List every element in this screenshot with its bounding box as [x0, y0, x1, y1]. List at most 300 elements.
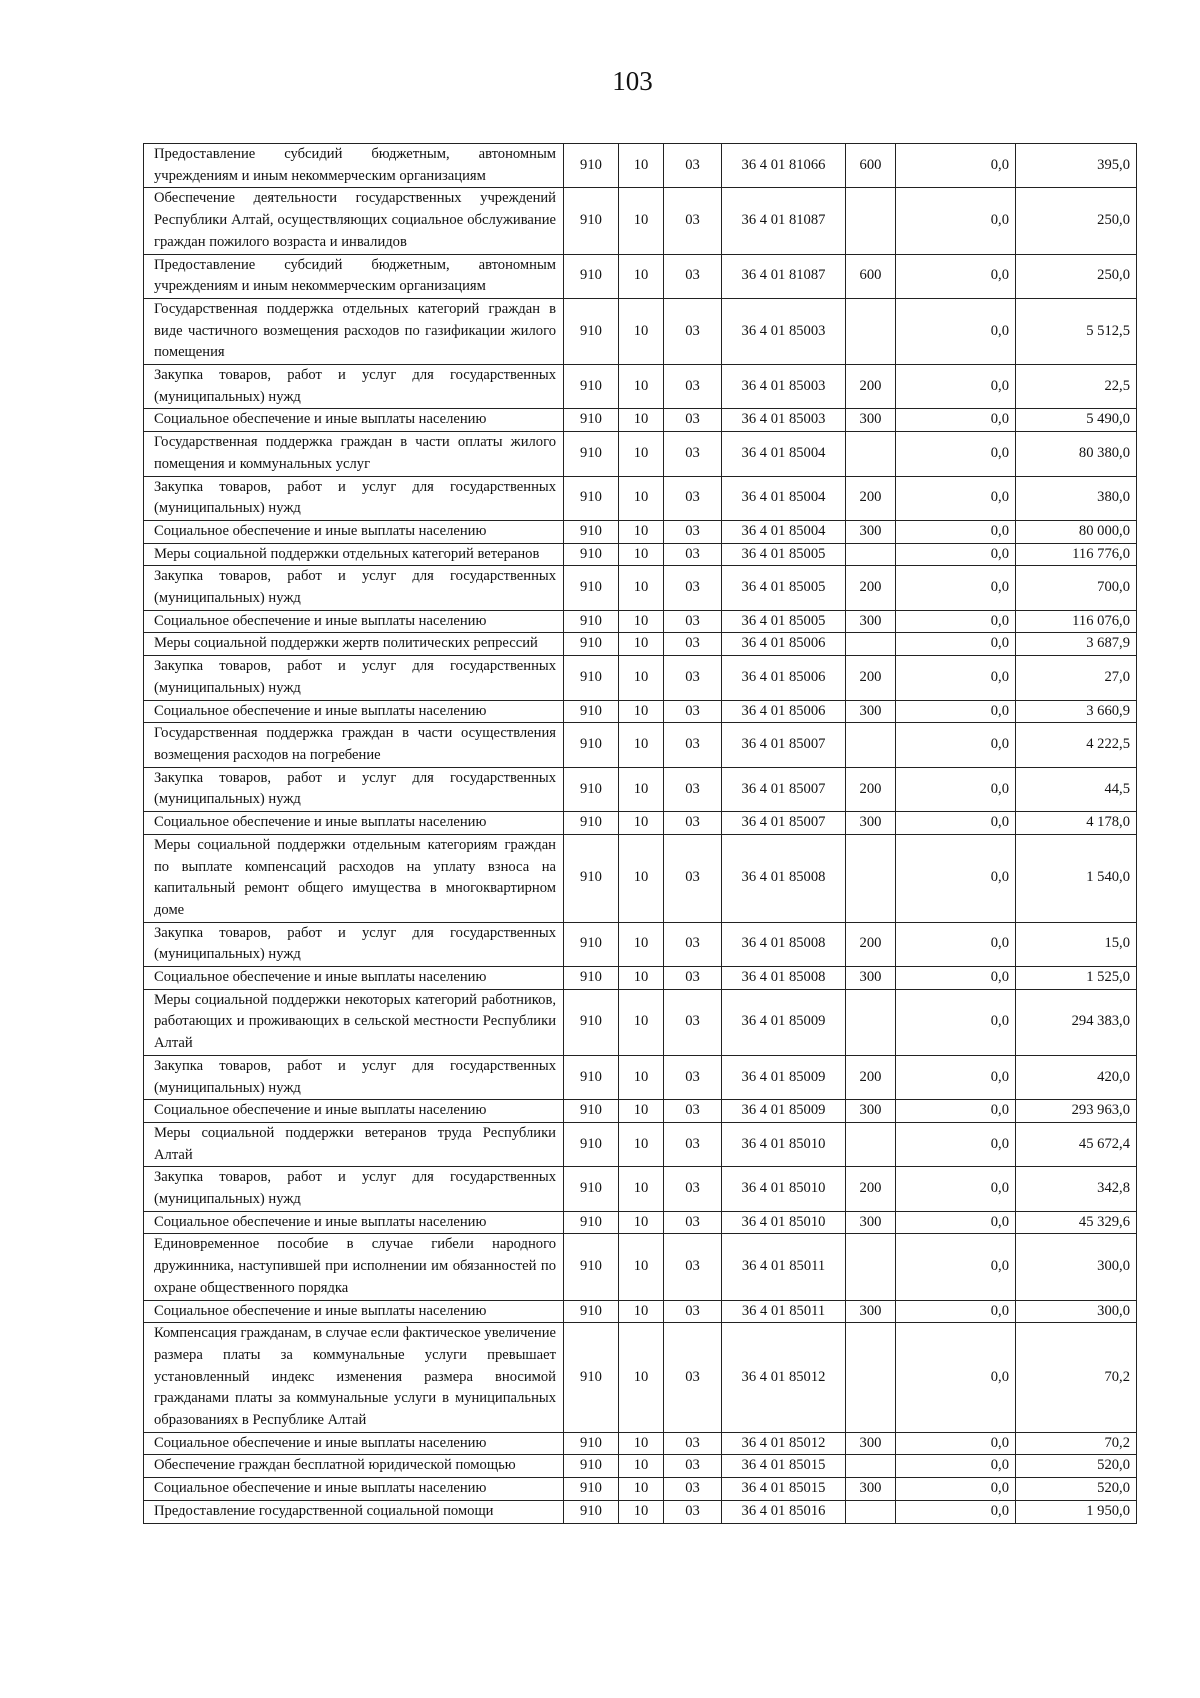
cell-expense-type: [846, 633, 896, 656]
cell-description: Социальное обеспечение и иные выплаты населению: [144, 520, 564, 543]
cell-description: Меры социальной поддержки отдельных категорий ветеранов: [144, 543, 564, 566]
cell-section: 10: [619, 254, 664, 298]
table-row: [144, 633, 1137, 656]
cell-amount-1: 0,0: [896, 1211, 1016, 1234]
cell-target-article: 36 4 01 85007: [722, 723, 846, 767]
cell-target-article: 36 4 01 85007: [722, 812, 846, 835]
cell-ministry-code: 910: [564, 1122, 619, 1166]
cell-subsection: 03: [664, 409, 722, 432]
cell-target-article: 36 4 01 85005: [722, 610, 846, 633]
table-row: [144, 254, 1137, 298]
cell-amount-2: 250,0: [1016, 188, 1137, 254]
cell-target-article: 36 4 01 85015: [722, 1455, 846, 1478]
cell-description: Закупка товаров, работ и услуг для государственных (муниципальных) нужд: [144, 1055, 564, 1099]
cell-description: Предоставление субсидий бюджетным, автономным учреждениям и иным некоммерческим организациям: [144, 144, 564, 188]
cell-section: 10: [619, 566, 664, 610]
cell-section: 10: [619, 1478, 664, 1501]
cell-expense-type: [846, 989, 896, 1055]
cell-subsection: 03: [664, 432, 722, 476]
cell-expense-type: [846, 1122, 896, 1166]
cell-expense-type: 600: [846, 254, 896, 298]
cell-amount-1: 0,0: [896, 656, 1016, 700]
cell-ministry-code: 910: [564, 1300, 619, 1323]
cell-amount-2: 1 950,0: [1016, 1500, 1137, 1523]
cell-target-article: 36 4 01 85010: [722, 1211, 846, 1234]
cell-ministry-code: 910: [564, 700, 619, 723]
cell-description: Меры социальной поддержки отдельным категориям граждан по выплате компенсаций расходов на уплату взноса на капитальный ремонт общего имущества в многоквартирном доме: [144, 834, 564, 922]
cell-expense-type: 200: [846, 1167, 896, 1211]
cell-ministry-code: 910: [564, 1323, 619, 1433]
table-body: [144, 144, 1137, 1524]
cell-description: Закупка товаров, работ и услуг для государственных (муниципальных) нужд: [144, 1167, 564, 1211]
cell-expense-type: 300: [846, 409, 896, 432]
cell-section: 10: [619, 188, 664, 254]
cell-description: Государственная поддержка отдельных категорий граждан в виде частичного возмещения расходов по газификации жилого помещения: [144, 298, 564, 364]
cell-description: Обеспечение деятельности государственных учреждений Республики Алтай, осуществляющих социальное обслуживание граждан пожилого возраста и инвалидов: [144, 188, 564, 254]
cell-target-article: 36 4 01 85008: [722, 834, 846, 922]
cell-subsection: 03: [664, 767, 722, 811]
cell-amount-1: 0,0: [896, 1300, 1016, 1323]
cell-amount-2: 27,0: [1016, 656, 1137, 700]
cell-amount-1: 0,0: [896, 476, 1016, 520]
cell-target-article: 36 4 01 85006: [722, 656, 846, 700]
cell-amount-2: 45 329,6: [1016, 1211, 1137, 1234]
cell-amount-2: 250,0: [1016, 254, 1137, 298]
table-row: [144, 656, 1137, 700]
cell-amount-1: 0,0: [896, 432, 1016, 476]
cell-target-article: 36 4 01 85008: [722, 922, 846, 966]
cell-amount-1: 0,0: [896, 1500, 1016, 1523]
cell-expense-type: 300: [846, 520, 896, 543]
cell-description: Социальное обеспечение и иные выплаты населению: [144, 967, 564, 990]
cell-description: Меры социальной поддержки жертв политических репрессий: [144, 633, 564, 656]
cell-ministry-code: 910: [564, 633, 619, 656]
cell-subsection: 03: [664, 298, 722, 364]
cell-section: 10: [619, 922, 664, 966]
cell-ministry-code: 910: [564, 566, 619, 610]
cell-description: Социальное обеспечение и иные выплаты населению: [144, 409, 564, 432]
cell-expense-type: [846, 723, 896, 767]
cell-section: 10: [619, 989, 664, 1055]
table-row: [144, 989, 1137, 1055]
cell-amount-1: 0,0: [896, 834, 1016, 922]
cell-amount-2: 5 490,0: [1016, 409, 1137, 432]
cell-target-article: 36 4 01 85004: [722, 476, 846, 520]
cell-amount-2: 116 776,0: [1016, 543, 1137, 566]
cell-amount-1: 0,0: [896, 409, 1016, 432]
cell-amount-2: 700,0: [1016, 566, 1137, 610]
cell-ministry-code: 910: [564, 834, 619, 922]
cell-target-article: 36 4 01 85012: [722, 1432, 846, 1455]
table-row: [144, 476, 1137, 520]
cell-expense-type: 200: [846, 365, 896, 409]
budget-table: [143, 143, 1137, 1524]
cell-amount-1: 0,0: [896, 1122, 1016, 1166]
cell-ministry-code: 910: [564, 409, 619, 432]
table-row: [144, 1323, 1137, 1433]
cell-amount-2: 3 687,9: [1016, 633, 1137, 656]
cell-section: 10: [619, 432, 664, 476]
cell-amount-1: 0,0: [896, 1100, 1016, 1123]
cell-description: Меры социальной поддержки ветеранов труда Республики Алтай: [144, 1122, 564, 1166]
cell-target-article: 36 4 01 81087: [722, 254, 846, 298]
table-row: [144, 1211, 1137, 1234]
cell-description: Социальное обеспечение и иные выплаты населению: [144, 1300, 564, 1323]
cell-ministry-code: 910: [564, 1211, 619, 1234]
cell-subsection: 03: [664, 476, 722, 520]
cell-section: 10: [619, 1055, 664, 1099]
cell-ministry-code: 910: [564, 476, 619, 520]
cell-description: Социальное обеспечение и иные выплаты населению: [144, 700, 564, 723]
cell-target-article: 36 4 01 85011: [722, 1300, 846, 1323]
cell-expense-type: 600: [846, 144, 896, 188]
cell-amount-2: 4 178,0: [1016, 812, 1137, 835]
cell-amount-2: 3 660,9: [1016, 700, 1137, 723]
table-row: [144, 543, 1137, 566]
cell-description: Социальное обеспечение и иные выплаты населению: [144, 1478, 564, 1501]
cell-subsection: 03: [664, 633, 722, 656]
cell-amount-2: 520,0: [1016, 1478, 1137, 1501]
cell-target-article: 36 4 01 85010: [722, 1122, 846, 1166]
table-row: [144, 767, 1137, 811]
cell-target-article: 36 4 01 85009: [722, 1055, 846, 1099]
cell-section: 10: [619, 700, 664, 723]
cell-amount-1: 0,0: [896, 144, 1016, 188]
cell-ministry-code: 910: [564, 922, 619, 966]
cell-amount-2: 395,0: [1016, 144, 1137, 188]
cell-section: 10: [619, 1323, 664, 1433]
cell-amount-2: 1 540,0: [1016, 834, 1137, 922]
cell-description: Закупка товаров, работ и услуг для государственных (муниципальных) нужд: [144, 566, 564, 610]
cell-expense-type: 200: [846, 656, 896, 700]
cell-amount-1: 0,0: [896, 1323, 1016, 1433]
cell-description: Социальное обеспечение и иные выплаты населению: [144, 1432, 564, 1455]
cell-subsection: 03: [664, 144, 722, 188]
cell-amount-1: 0,0: [896, 1455, 1016, 1478]
table-row: [144, 700, 1137, 723]
cell-section: 10: [619, 1234, 664, 1300]
cell-expense-type: [846, 1500, 896, 1523]
cell-target-article: 36 4 01 85006: [722, 633, 846, 656]
cell-description: Предоставление государственной социальной помощи: [144, 1500, 564, 1523]
cell-amount-1: 0,0: [896, 922, 1016, 966]
cell-section: 10: [619, 476, 664, 520]
table-row: [144, 520, 1137, 543]
cell-amount-1: 0,0: [896, 1055, 1016, 1099]
cell-amount-2: 300,0: [1016, 1234, 1137, 1300]
cell-expense-type: 300: [846, 1432, 896, 1455]
cell-section: 10: [619, 834, 664, 922]
cell-subsection: 03: [664, 188, 722, 254]
cell-amount-1: 0,0: [896, 812, 1016, 835]
cell-ministry-code: 910: [564, 188, 619, 254]
cell-ministry-code: 910: [564, 1100, 619, 1123]
cell-expense-type: [846, 1323, 896, 1433]
cell-description: Социальное обеспечение и иные выплаты населению: [144, 1211, 564, 1234]
cell-subsection: 03: [664, 1432, 722, 1455]
cell-section: 10: [619, 409, 664, 432]
table-row: [144, 967, 1137, 990]
cell-subsection: 03: [664, 1100, 722, 1123]
cell-subsection: 03: [664, 1234, 722, 1300]
cell-ministry-code: 910: [564, 1432, 619, 1455]
table-row: [144, 610, 1137, 633]
cell-section: 10: [619, 656, 664, 700]
cell-ministry-code: 910: [564, 520, 619, 543]
cell-amount-2: 80 000,0: [1016, 520, 1137, 543]
cell-target-article: 36 4 01 85010: [722, 1167, 846, 1211]
cell-expense-type: 200: [846, 1055, 896, 1099]
cell-amount-2: 5 512,5: [1016, 298, 1137, 364]
cell-section: 10: [619, 144, 664, 188]
cell-subsection: 03: [664, 1323, 722, 1433]
cell-target-article: 36 4 01 85003: [722, 298, 846, 364]
cell-target-article: 36 4 01 85015: [722, 1478, 846, 1501]
cell-amount-1: 0,0: [896, 1478, 1016, 1501]
table-row: [144, 1455, 1137, 1478]
cell-amount-1: 0,0: [896, 520, 1016, 543]
cell-amount-1: 0,0: [896, 989, 1016, 1055]
cell-amount-1: 0,0: [896, 633, 1016, 656]
cell-target-article: 36 4 01 85006: [722, 700, 846, 723]
cell-expense-type: 300: [846, 967, 896, 990]
cell-expense-type: 300: [846, 1211, 896, 1234]
cell-expense-type: [846, 432, 896, 476]
cell-ministry-code: 910: [564, 1055, 619, 1099]
cell-section: 10: [619, 1500, 664, 1523]
cell-ministry-code: 910: [564, 1478, 619, 1501]
cell-target-article: 36 4 01 85008: [722, 967, 846, 990]
cell-amount-1: 0,0: [896, 254, 1016, 298]
cell-target-article: 36 4 01 85009: [722, 989, 846, 1055]
cell-subsection: 03: [664, 1455, 722, 1478]
table-row: [144, 1478, 1137, 1501]
cell-expense-type: [846, 1234, 896, 1300]
cell-amount-2: 520,0: [1016, 1455, 1137, 1478]
cell-amount-1: 0,0: [896, 767, 1016, 811]
table-row: [144, 922, 1137, 966]
cell-section: 10: [619, 1100, 664, 1123]
cell-ministry-code: 910: [564, 365, 619, 409]
cell-amount-1: 0,0: [896, 1432, 1016, 1455]
cell-subsection: 03: [664, 543, 722, 566]
cell-amount-2: 80 380,0: [1016, 432, 1137, 476]
cell-ministry-code: 910: [564, 656, 619, 700]
cell-amount-2: 342,8: [1016, 1167, 1137, 1211]
cell-target-article: 36 4 01 85004: [722, 432, 846, 476]
table-row: [144, 432, 1137, 476]
cell-amount-2: 4 222,5: [1016, 723, 1137, 767]
cell-amount-1: 0,0: [896, 1167, 1016, 1211]
cell-section: 10: [619, 365, 664, 409]
cell-target-article: 36 4 01 81087: [722, 188, 846, 254]
cell-section: 10: [619, 520, 664, 543]
cell-ministry-code: 910: [564, 543, 619, 566]
cell-description: Закупка товаров, работ и услуг для государственных (муниципальных) нужд: [144, 767, 564, 811]
cell-description: Социальное обеспечение и иные выплаты населению: [144, 812, 564, 835]
cell-description: Меры социальной поддержки некоторых категорий работников, работающих и проживающих в сельской местности Республики Алтай: [144, 989, 564, 1055]
cell-target-article: 36 4 01 85005: [722, 566, 846, 610]
cell-target-article: 36 4 01 85012: [722, 1323, 846, 1433]
cell-target-article: 36 4 01 81066: [722, 144, 846, 188]
cell-amount-2: 45 672,4: [1016, 1122, 1137, 1166]
cell-section: 10: [619, 1432, 664, 1455]
cell-description: Закупка товаров, работ и услуг для государственных (муниципальных) нужд: [144, 656, 564, 700]
cell-description: Предоставление субсидий бюджетным, автономным учреждениям и иным некоммерческим организациям: [144, 254, 564, 298]
table-row: [144, 144, 1137, 188]
cell-description: Социальное обеспечение и иные выплаты населению: [144, 1100, 564, 1123]
cell-ministry-code: 910: [564, 767, 619, 811]
cell-section: 10: [619, 1300, 664, 1323]
cell-ministry-code: 910: [564, 1455, 619, 1478]
cell-expense-type: [846, 543, 896, 566]
cell-ministry-code: 910: [564, 1234, 619, 1300]
cell-amount-1: 0,0: [896, 365, 1016, 409]
cell-subsection: 03: [664, 1167, 722, 1211]
cell-section: 10: [619, 543, 664, 566]
cell-expense-type: 300: [846, 610, 896, 633]
cell-amount-1: 0,0: [896, 566, 1016, 610]
cell-expense-type: [846, 1455, 896, 1478]
cell-section: 10: [619, 633, 664, 656]
cell-section: 10: [619, 1167, 664, 1211]
cell-subsection: 03: [664, 520, 722, 543]
cell-expense-type: 300: [846, 1478, 896, 1501]
table-row: [144, 298, 1137, 364]
cell-subsection: 03: [664, 1055, 722, 1099]
table-row: [144, 1055, 1137, 1099]
cell-amount-2: 70,2: [1016, 1323, 1137, 1433]
cell-amount-2: 44,5: [1016, 767, 1137, 811]
cell-ministry-code: 910: [564, 967, 619, 990]
table-row: [144, 834, 1137, 922]
table-row: [144, 1432, 1137, 1455]
cell-amount-2: 420,0: [1016, 1055, 1137, 1099]
cell-description: Единовременное пособие в случае гибели народного дружинника, наступившей при исполнении им обязанностей по охране общественного порядка: [144, 1234, 564, 1300]
page-number: 103: [612, 66, 653, 96]
cell-subsection: 03: [664, 723, 722, 767]
cell-description: Обеспечение граждан бесплатной юридической помощью: [144, 1455, 564, 1478]
cell-description: Государственная поддержка граждан в части осуществления возмещения расходов на погребение: [144, 723, 564, 767]
table-row: [144, 812, 1137, 835]
cell-amount-2: 22,5: [1016, 365, 1137, 409]
cell-subsection: 03: [664, 812, 722, 835]
cell-amount-1: 0,0: [896, 1234, 1016, 1300]
cell-section: 10: [619, 812, 664, 835]
cell-amount-2: 70,2: [1016, 1432, 1137, 1455]
cell-amount-2: 293 963,0: [1016, 1100, 1137, 1123]
cell-ministry-code: 910: [564, 812, 619, 835]
cell-section: 10: [619, 1211, 664, 1234]
cell-amount-1: 0,0: [896, 700, 1016, 723]
cell-ministry-code: 910: [564, 298, 619, 364]
table-row: [144, 1100, 1137, 1123]
cell-target-article: 36 4 01 85009: [722, 1100, 846, 1123]
cell-section: 10: [619, 767, 664, 811]
cell-amount-2: 1 525,0: [1016, 967, 1137, 990]
cell-target-article: 36 4 01 85011: [722, 1234, 846, 1300]
cell-section: 10: [619, 967, 664, 990]
table-row: [144, 1500, 1137, 1523]
cell-subsection: 03: [664, 1122, 722, 1166]
table-row: [144, 1300, 1137, 1323]
cell-amount-2: 15,0: [1016, 922, 1137, 966]
cell-subsection: 03: [664, 254, 722, 298]
cell-section: 10: [619, 610, 664, 633]
cell-expense-type: [846, 188, 896, 254]
cell-subsection: 03: [664, 365, 722, 409]
cell-target-article: 36 4 01 85007: [722, 767, 846, 811]
cell-ministry-code: 910: [564, 723, 619, 767]
cell-ministry-code: 910: [564, 254, 619, 298]
cell-subsection: 03: [664, 967, 722, 990]
cell-ministry-code: 910: [564, 432, 619, 476]
cell-section: 10: [619, 298, 664, 364]
cell-ministry-code: 910: [564, 1500, 619, 1523]
cell-amount-2: 300,0: [1016, 1300, 1137, 1323]
cell-target-article: 36 4 01 85005: [722, 543, 846, 566]
cell-expense-type: 300: [846, 700, 896, 723]
table-row: [144, 723, 1137, 767]
cell-description: Закупка товаров, работ и услуг для государственных (муниципальных) нужд: [144, 365, 564, 409]
cell-ministry-code: 910: [564, 989, 619, 1055]
cell-expense-type: 200: [846, 767, 896, 811]
cell-amount-2: 116 076,0: [1016, 610, 1137, 633]
table-row: [144, 365, 1137, 409]
cell-description: Закупка товаров, работ и услуг для государственных (муниципальных) нужд: [144, 922, 564, 966]
cell-target-article: 36 4 01 85004: [722, 520, 846, 543]
cell-description: Государственная поддержка граждан в части оплаты жилого помещения и коммунальных услуг: [144, 432, 564, 476]
table-row: [144, 188, 1137, 254]
cell-subsection: 03: [664, 1478, 722, 1501]
cell-amount-1: 0,0: [896, 543, 1016, 566]
cell-section: 10: [619, 1122, 664, 1166]
cell-ministry-code: 910: [564, 1167, 619, 1211]
cell-ministry-code: 910: [564, 610, 619, 633]
cell-subsection: 03: [664, 566, 722, 610]
cell-amount-2: 380,0: [1016, 476, 1137, 520]
table-row: [144, 409, 1137, 432]
cell-ministry-code: 910: [564, 144, 619, 188]
table-row: [144, 566, 1137, 610]
cell-description: Закупка товаров, работ и услуг для государственных (муниципальных) нужд: [144, 476, 564, 520]
cell-subsection: 03: [664, 834, 722, 922]
cell-subsection: 03: [664, 700, 722, 723]
cell-section: 10: [619, 723, 664, 767]
cell-description: Компенсация гражданам, в случае если фактическое увеличение размера платы за коммунальные услуги превышает установленный индекс изменения размера вносимой гражданами платы за коммунальные услуги в муниципальных образованиях в Республике Алтай: [144, 1323, 564, 1433]
cell-expense-type: [846, 298, 896, 364]
cell-amount-1: 0,0: [896, 723, 1016, 767]
cell-subsection: 03: [664, 1211, 722, 1234]
cell-target-article: 36 4 01 85003: [722, 409, 846, 432]
cell-target-article: 36 4 01 85003: [722, 365, 846, 409]
cell-subsection: 03: [664, 989, 722, 1055]
cell-target-article: 36 4 01 85016: [722, 1500, 846, 1523]
cell-expense-type: 300: [846, 1100, 896, 1123]
cell-subsection: 03: [664, 610, 722, 633]
cell-expense-type: 300: [846, 1300, 896, 1323]
cell-amount-1: 0,0: [896, 298, 1016, 364]
table-row: [144, 1234, 1137, 1300]
cell-subsection: 03: [664, 1300, 722, 1323]
cell-description: Социальное обеспечение и иные выплаты населению: [144, 610, 564, 633]
cell-amount-2: 294 383,0: [1016, 989, 1137, 1055]
cell-expense-type: 200: [846, 922, 896, 966]
cell-expense-type: [846, 834, 896, 922]
cell-section: 10: [619, 1455, 664, 1478]
cell-expense-type: 200: [846, 566, 896, 610]
cell-subsection: 03: [664, 656, 722, 700]
